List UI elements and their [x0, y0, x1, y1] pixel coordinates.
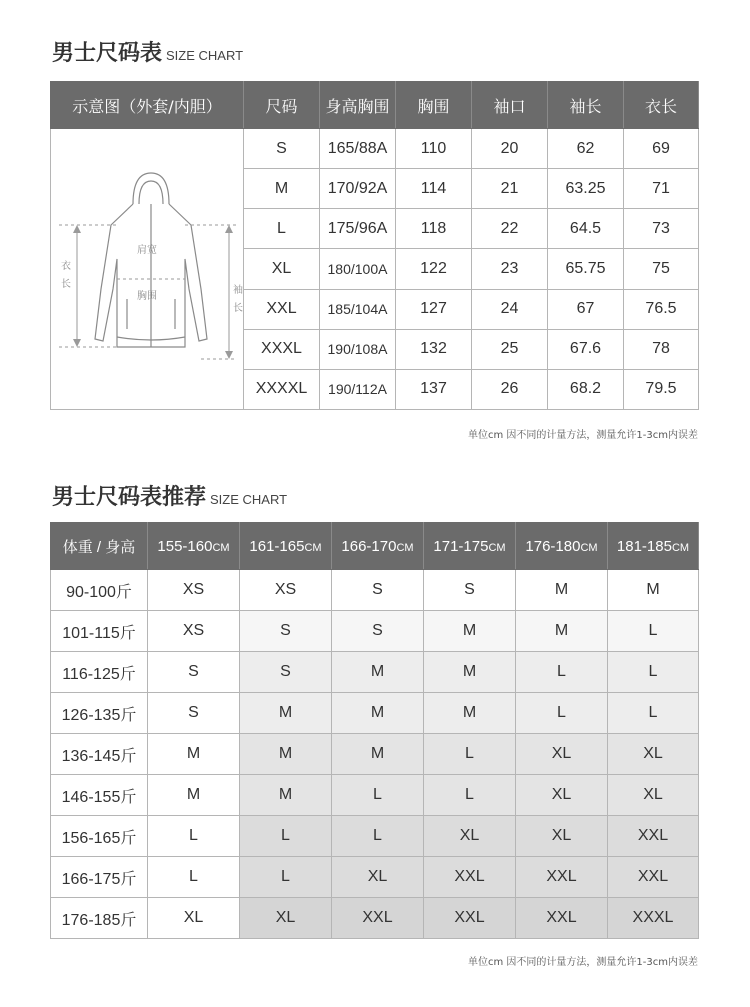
diagram-chest-label: 胸围 [137, 291, 157, 302]
chest-cell: 127 [396, 289, 472, 329]
length-cell: 76.5 [624, 289, 699, 329]
height-unit: CM [212, 541, 230, 554]
weight-cell: 166-175斤 [51, 857, 148, 898]
size-recommendation-cell: XL [240, 898, 332, 939]
size-recommendation-cell: XL [424, 816, 516, 857]
cuff-cell: 21 [472, 169, 548, 209]
size-recommendation-cell: XL [608, 734, 699, 775]
size-recommendation-cell: M [148, 775, 240, 816]
size-cell: XXL [244, 289, 320, 329]
size-chart-title-text: 男士尺码表 [52, 41, 163, 66]
height-chest-cell: 180/100A [320, 249, 396, 289]
size-recommendation-cell: L [608, 611, 699, 652]
diagram-sleeve-label-1: 袖 [233, 285, 243, 296]
height-range: 176-180 [525, 537, 581, 555]
size-recommendation-cell: M [608, 570, 699, 611]
size-recommendation-cell: XL [332, 857, 424, 898]
size-recommendation-cell: L [148, 857, 240, 898]
length-cell: 79.5 [624, 369, 699, 409]
measurement-note: 单位cm 因不同的计量方法，测量允许1-3cm内误差 [468, 430, 698, 441]
weight-cell: 101-115斤 [51, 611, 148, 652]
table-row [51, 734, 699, 775]
size-recommendation-cell: L [332, 816, 424, 857]
size-chart-subtitle: SIZE CHART [166, 48, 244, 63]
size-recommendation-cell: S [148, 693, 240, 734]
sleeve-cell: 64.5 [548, 209, 624, 249]
height-chest-cell: 170/92A [320, 169, 396, 209]
size-recommendation-cell: L [608, 693, 699, 734]
recommend-subtitle: SIZE CHART [210, 492, 288, 507]
length-cell: 78 [624, 329, 699, 369]
size-recommendation-cell: M [240, 693, 332, 734]
height-range: 166-170 [341, 537, 397, 555]
table-row [51, 129, 699, 169]
header-length: 衣长 [624, 82, 699, 129]
height-range: 155-160 [157, 537, 213, 555]
size-table [50, 81, 699, 410]
size-recommendation-cell: XXL [332, 898, 424, 939]
weight-cell: 176-185斤 [51, 898, 148, 939]
size-recommendation-cell: S [424, 570, 516, 611]
table-row [51, 898, 699, 939]
weight-cell: 116-125斤 [51, 652, 148, 693]
weight-cell: 126-135斤 [51, 693, 148, 734]
size-recommendation-cell: XS [148, 570, 240, 611]
height-range: 181-185 [616, 537, 672, 555]
sleeve-cell: 67 [548, 289, 624, 329]
table-row [51, 693, 699, 734]
diagram-sleeve-label-2: 长 [233, 303, 243, 314]
size-recommendation-cell: L [608, 652, 699, 693]
size-recommendation-cell: M [516, 570, 608, 611]
size-chart-title [52, 36, 243, 67]
size-recommendation-cell: XXL [516, 898, 608, 939]
length-cell: 73 [624, 209, 699, 249]
size-recommendation-cell: L [240, 816, 332, 857]
recommend-title [52, 480, 287, 511]
size-recommendation-cell: XS [148, 611, 240, 652]
header-height-range [516, 523, 608, 570]
sleeve-cell: 65.75 [548, 249, 624, 289]
header-height-range [240, 523, 332, 570]
height-unit: CM [396, 541, 414, 554]
chest-cell: 137 [396, 369, 472, 409]
height-unit: CM [304, 541, 322, 554]
height-unit: CM [580, 541, 598, 554]
jacket-hood [133, 173, 169, 204]
diagram-length-label-2: 长 [61, 279, 71, 290]
height-chest-cell: 185/104A [320, 289, 396, 329]
size-recommendation-cell: S [240, 652, 332, 693]
size-recommendation-cell: XL [148, 898, 240, 939]
size-recommendation-cell: L [332, 775, 424, 816]
size-cell: M [244, 169, 320, 209]
cuff-cell: 20 [472, 129, 548, 169]
size-recommendation-cell: M [148, 734, 240, 775]
chest-cell: 118 [396, 209, 472, 249]
header-height-chest: 身高胸围 [320, 82, 396, 129]
size-recommendation-cell: XS [240, 570, 332, 611]
recommend-table [50, 522, 699, 939]
diagram-shoulder-label: 肩宽 [137, 245, 157, 256]
length-cell: 71 [624, 169, 699, 209]
sleeve-cell: 67.6 [548, 329, 624, 369]
header-height-range [148, 523, 240, 570]
size-recommendation-cell: M [332, 734, 424, 775]
jacket-illustration [51, 129, 244, 404]
size-recommendation-cell: XL [608, 775, 699, 816]
table-row [51, 775, 699, 816]
size-recommendation-cell: XL [516, 775, 608, 816]
size-recommendation-cell: S [240, 611, 332, 652]
cuff-cell: 24 [472, 289, 548, 329]
size-table-header-row [51, 82, 699, 129]
header-height-range [424, 523, 516, 570]
size-recommendation-cell: L [424, 734, 516, 775]
recommend-title-text: 男士尺码表推荐 [52, 485, 207, 510]
size-recommendation-cell: M [424, 652, 516, 693]
size-recommendation-cell: M [424, 611, 516, 652]
size-recommendation-cell: L [148, 816, 240, 857]
size-recommendation-cell: L [516, 652, 608, 693]
cuff-cell: 25 [472, 329, 548, 369]
sleeve-cell: 63.25 [548, 169, 624, 209]
height-range: 171-175 [433, 537, 489, 555]
height-chest-cell: 190/108A [320, 329, 396, 369]
size-recommendation-cell: XXL [424, 898, 516, 939]
size-recommendation-cell: L [424, 775, 516, 816]
cuff-cell: 26 [472, 369, 548, 409]
table-row [51, 570, 699, 611]
size-recommendation-cell: XL [516, 734, 608, 775]
size-recommendation-cell: L [516, 693, 608, 734]
height-chest-cell: 165/88A [320, 129, 396, 169]
height-chest-cell: 175/96A [320, 209, 396, 249]
weight-cell: 146-155斤 [51, 775, 148, 816]
height-range: 161-165 [249, 537, 305, 555]
size-recommendation-cell: M [424, 693, 516, 734]
size-recommendation-cell: M [240, 775, 332, 816]
size-recommendation-cell: S [148, 652, 240, 693]
size-recommendation-cell: XL [516, 816, 608, 857]
header-size: 尺码 [244, 82, 320, 129]
length-cell: 69 [624, 129, 699, 169]
size-recommendation-cell: XXXL [608, 898, 699, 939]
length-cell: 75 [624, 249, 699, 289]
measurement-note: 单位cm 因不同的计量方法，测量允许1-3cm内误差 [468, 957, 698, 968]
height-unit: CM [488, 541, 506, 554]
size-cell: XXXL [244, 329, 320, 369]
size-cell: L [244, 209, 320, 249]
cuff-cell: 22 [472, 209, 548, 249]
size-recommendation-cell: XXL [516, 857, 608, 898]
header-height-range [608, 523, 699, 570]
sleeve-cell: 68.2 [548, 369, 624, 409]
height-chest-cell: 190/112A [320, 369, 396, 409]
size-recommendation-cell: M [516, 611, 608, 652]
cuff-cell: 23 [472, 249, 548, 289]
chest-cell: 132 [396, 329, 472, 369]
chest-cell: 114 [396, 169, 472, 209]
sleeve-cell: 62 [548, 129, 624, 169]
weight-cell: 156-165斤 [51, 816, 148, 857]
diagram-length-label-1: 衣 [61, 261, 71, 272]
size-recommendation-cell: XXL [608, 816, 699, 857]
weight-cell: 136-145斤 [51, 734, 148, 775]
size-cell: XXXXL [244, 369, 320, 409]
table-row [51, 857, 699, 898]
jacket-diagram [51, 129, 244, 410]
size-recommendation-cell: S [332, 570, 424, 611]
size-cell: S [244, 129, 320, 169]
weight-cell: 90-100斤 [51, 570, 148, 611]
size-recommendation-cell: S [332, 611, 424, 652]
table-row [51, 816, 699, 857]
header-cuff: 袖口 [472, 82, 548, 129]
recommend-header-row [51, 523, 699, 570]
chest-cell: 122 [396, 249, 472, 289]
table-row [51, 652, 699, 693]
header-diagram: 示意图（外套/内胆） [51, 82, 244, 129]
size-recommendation-cell: M [332, 693, 424, 734]
size-recommendation-cell: M [332, 652, 424, 693]
height-unit: CM [671, 541, 690, 554]
size-recommendation-cell: M [240, 734, 332, 775]
header-weight-height: 体重 / 身高 [51, 523, 148, 570]
header-height-range [332, 523, 424, 570]
header-chest: 胸围 [396, 82, 472, 129]
size-recommendation-cell: XXL [424, 857, 516, 898]
header-sleeve: 袖长 [548, 82, 624, 129]
size-recommendation-cell: XXL [608, 857, 699, 898]
size-cell: XL [244, 249, 320, 289]
chest-cell: 110 [396, 129, 472, 169]
size-recommendation-cell: L [240, 857, 332, 898]
table-row [51, 611, 699, 652]
